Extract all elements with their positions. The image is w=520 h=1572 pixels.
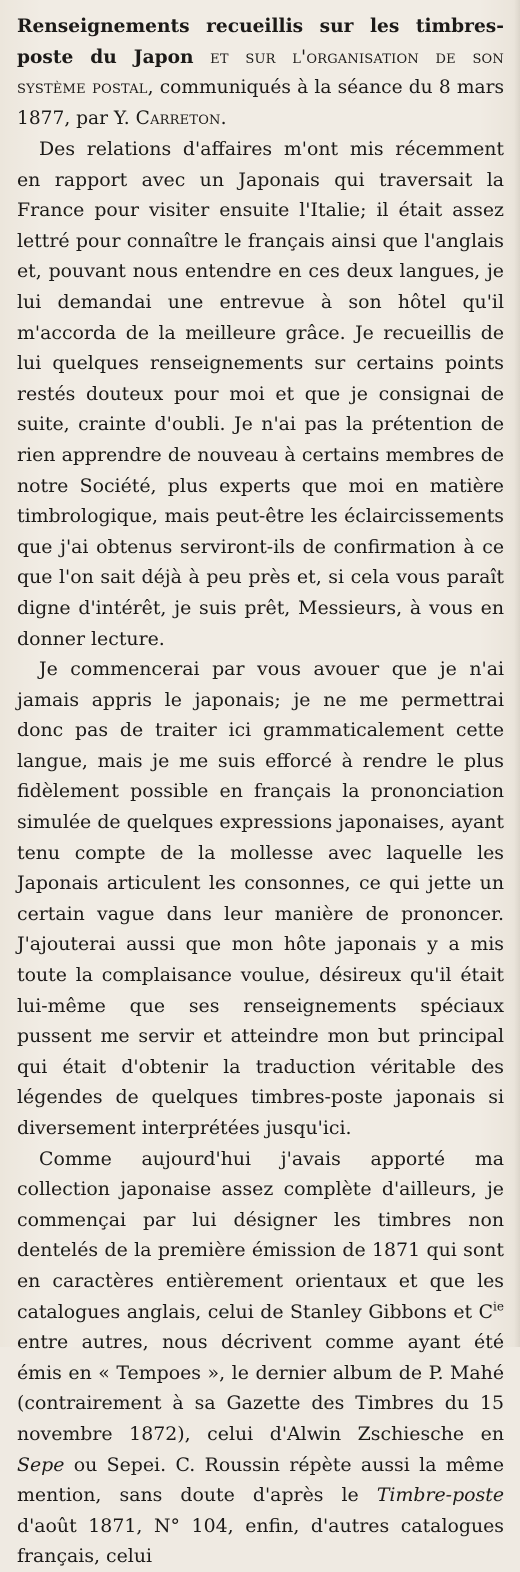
paragraph-3 [17, 1144, 504, 1572]
superscript-ie: ie [493, 1299, 504, 1314]
italic-sepe: Sepe [17, 1453, 65, 1476]
paragraph-3-part-1: Comme aujourd'hui j'avais apporté ma collection japonaise assez complète d'ailleurs, je commençai par lui désigner les timbres non dentelés de la première émission de 1871 qui sont en caractères entièrement orientaux et que les catalogues anglais, celui de Stanley Gibbons et C [17, 1147, 504, 1323]
heading-end: . [220, 107, 227, 129]
heading-details: , communiqués à la séance du 8 mars 1877, par Y. [17, 77, 504, 129]
paragraph-1: Des relations d'affaires m'ont mis récemment en rapport avec un Japonais qui traversait la France pour visiter ensuite l'Italie; il était assez lettré pour connaître le français ainsi que l'anglais et, pouvant nous entendre en ces deux langues, je lui demandai une entrevue à son hôtel qu'il m'accorda de la meilleure grâce. Je recueillis de lui quelques renseignements sur certains points restés douteux pour moi et que je consignai de suite, crainte d'oubli. Je n'ai pas la prétention de rien apprendre de nouveau à certains membres de notre Société, plus experts que moi en matière timbrologique, mais peut-être les éclaircissements que j'ai obtenus serviront-ils de confirmation à ce que l'on sait déjà à peu près et, si cela vous paraît digne d'intérêt, je suis prêt, Messieurs, à vous en donner lecture. [17, 138, 504, 650]
article-heading [17, 12, 504, 134]
italic-timbre-poste: Timbre-poste [376, 1484, 504, 1507]
paragraph-3-part-2: entre autres, nous décrivent comme ayant été émis en « Tempoes », le dernier album de P. Mahé (contrairement à sa Gazette des Timbres du 15 novembre 1872), celui d'Alwin Zschiesche en [17, 1331, 504, 1445]
page-edge-shadow [514, 0, 520, 1347]
heading-subtitle: et sur l'organisation de son système postal [17, 46, 504, 98]
paragraph-2: Je commencerai par vous avouer que je n'ai jamais appris le japonais; je ne me permettrai donc pas de traiter ici grammaticalement cette langue, mais je me suis efforcé à rendre le plus fidèlement possible en français la prononciation simulée de quelques expressions japonaises, ayant tenu compte de la mollesse avec laquelle les Japonais articulent les consonnes, ce qui jette un certain vague dans leur manière de prononcer. J'ajouterai aussi que mon hôte japonais y a mis toute la complaisance voulue, désireux qu'il était lui-même que ses renseignements spéciaux pussent me servir et atteindre mon but principal qui était d'obtenir la traduction véritable des légendes de quelques timbres-poste japonais si diversement interprétées jusqu'ici. [17, 658, 504, 1139]
paragraph-3-part-4: d'août 1871, N° 104, enfin, d'autres catalogues français, celui [17, 1514, 504, 1568]
heading-author: Carreton [135, 107, 221, 129]
heading-title: Renseignements recueillis sur les timbres-poste du Japon [17, 16, 504, 68]
paragraph-3-part-3: ou Sepei. C. Roussin répète aussi la même mention, sans doute d'après le [17, 1453, 504, 1507]
